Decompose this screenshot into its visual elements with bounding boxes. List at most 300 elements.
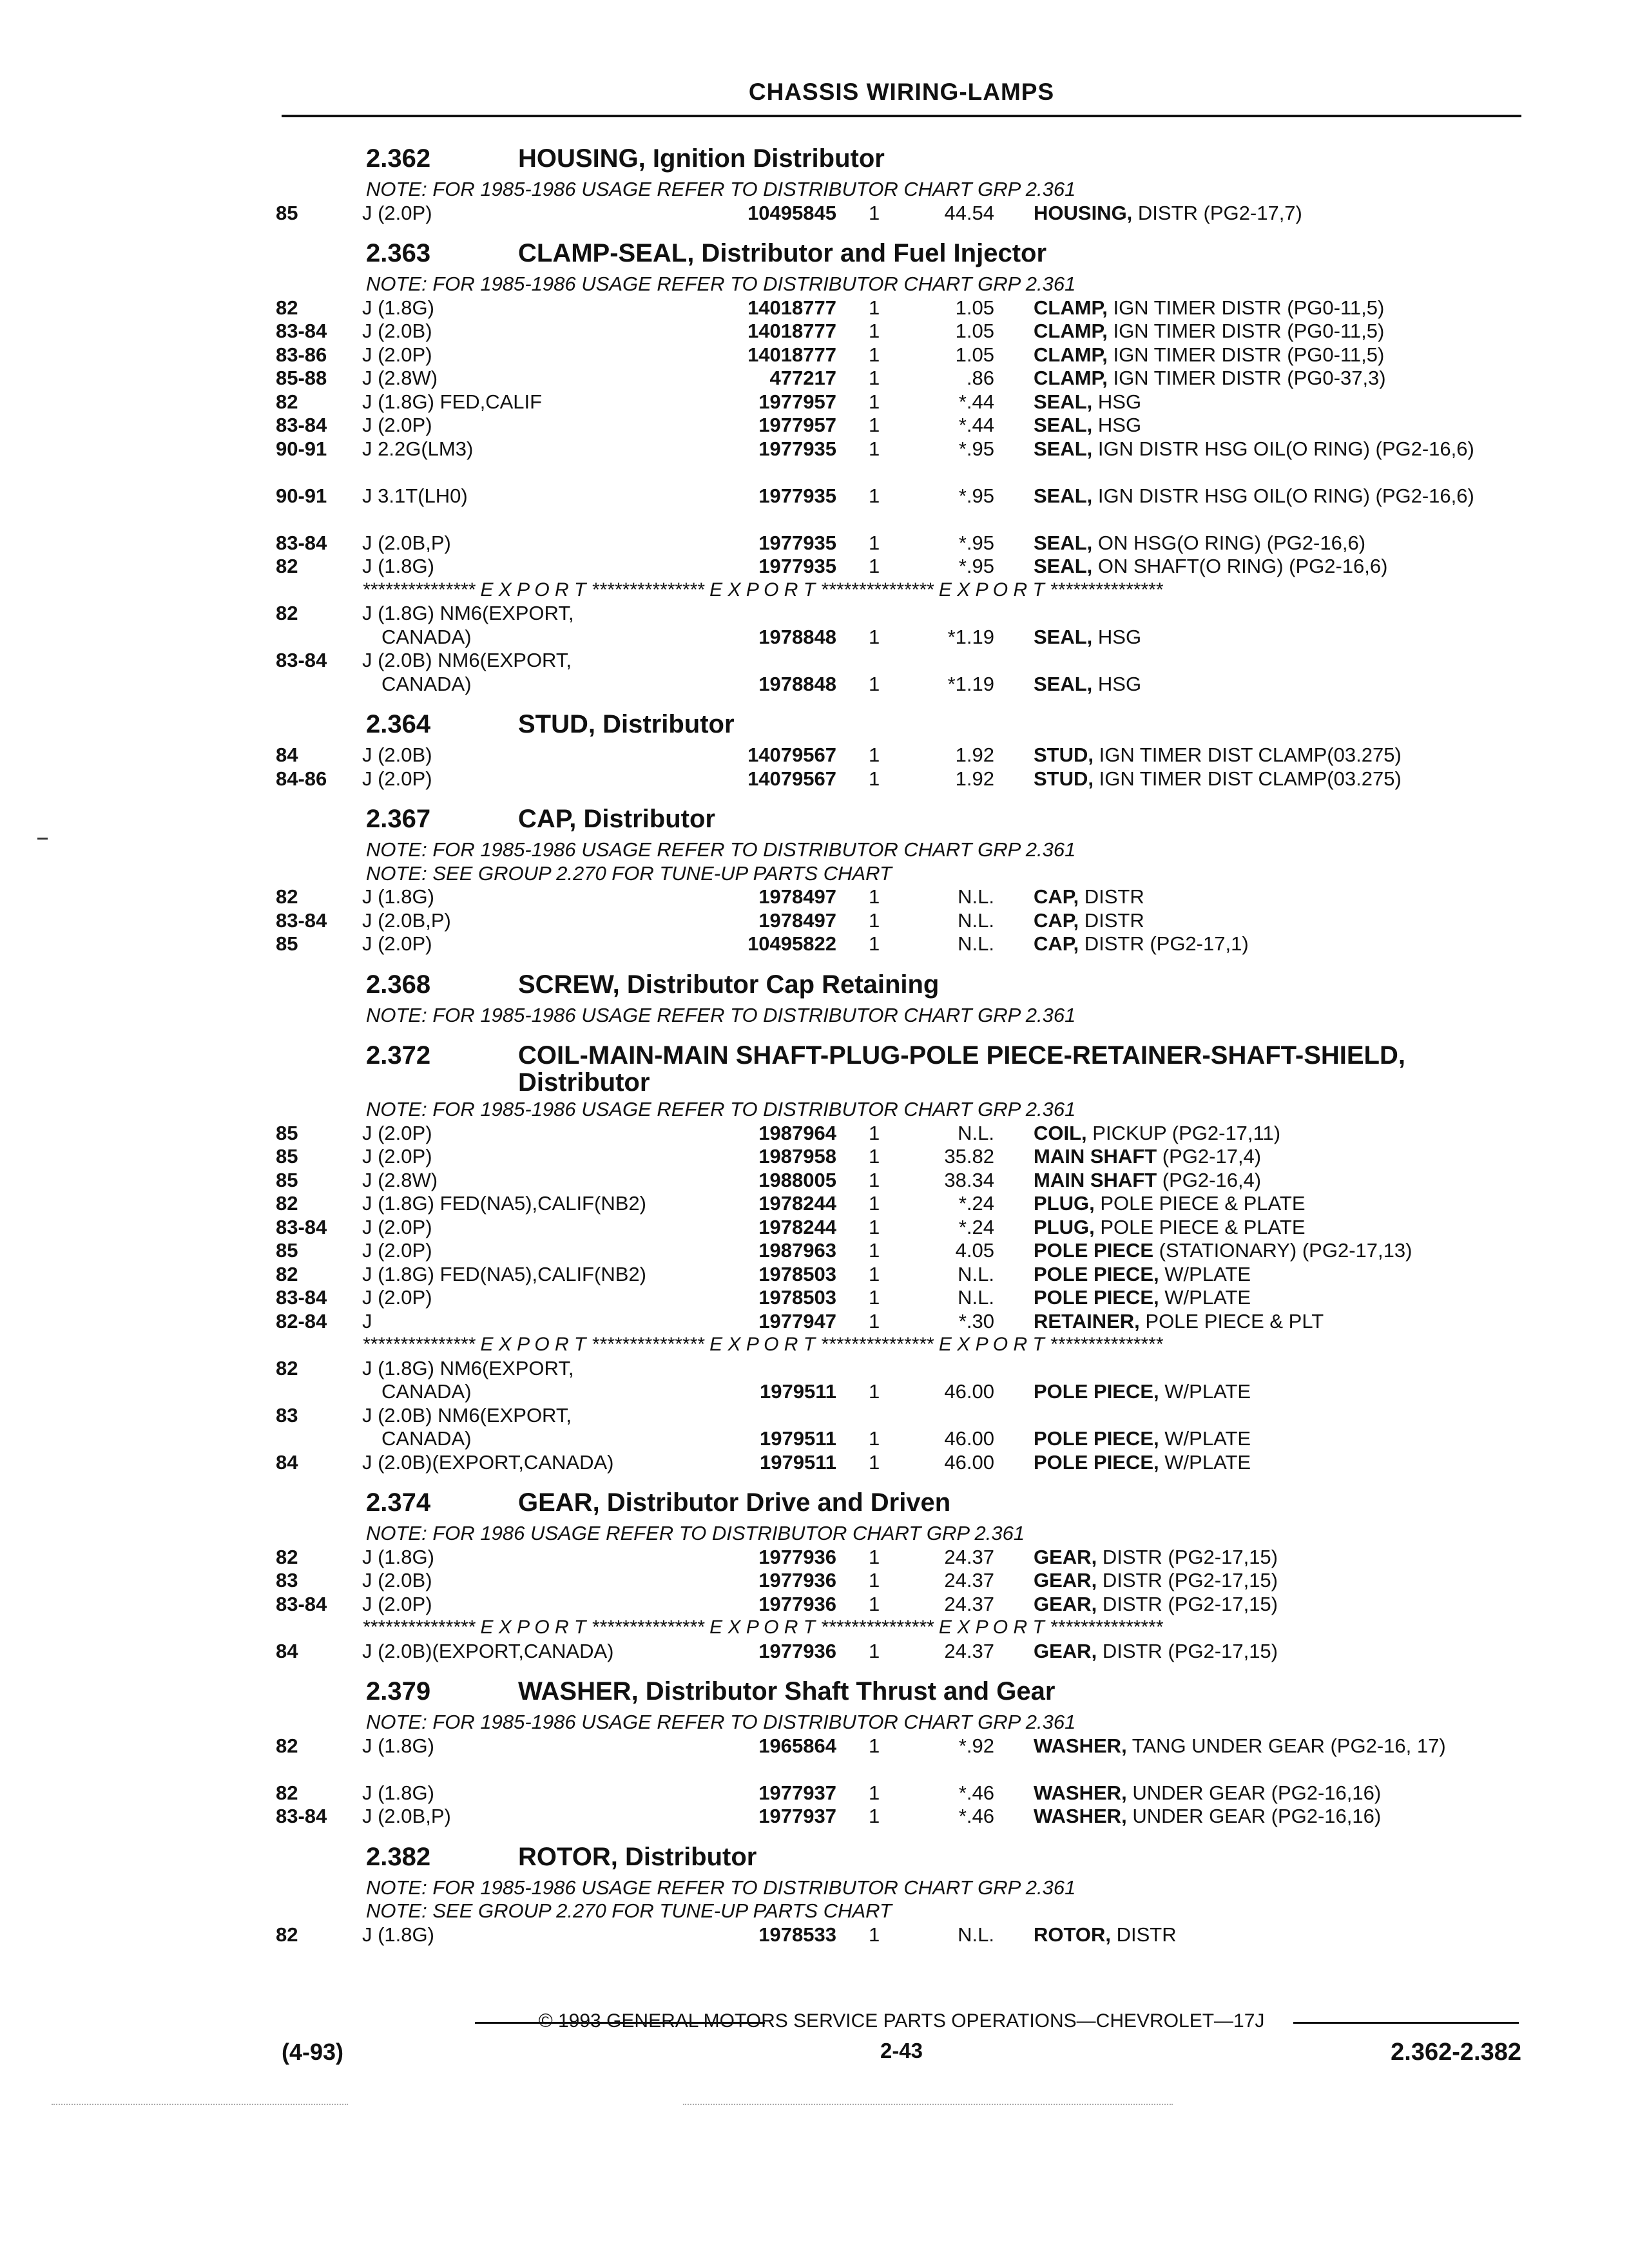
description-detail: IGN TIMER DISTR (PG0-37,3): [1113, 367, 1386, 389]
part-number: 1977937: [758, 1805, 836, 1827]
part-row: [276, 1735, 1519, 1782]
page-header: [282, 79, 1521, 124]
model-year: 85: [276, 1168, 298, 1191]
model-year: 85-88: [276, 367, 327, 389]
model-year: 83: [276, 1403, 298, 1427]
application-line: J (2.0B,P): [362, 531, 451, 554]
model-year: 84: [276, 1639, 298, 1662]
part-number: 477217: [769, 367, 836, 389]
part-row: [276, 1569, 1519, 1593]
price: 24.37: [944, 1569, 994, 1591]
description-detail: IGN TIMER DISTR (PG0-11,5): [1113, 343, 1385, 366]
description-noun: WASHER,: [1034, 1805, 1127, 1827]
part-description: [1034, 1735, 1498, 1758]
price: *1.19: [947, 625, 994, 648]
part-number: 1977937: [758, 1781, 836, 1804]
description-detail: DISTR: [1116, 1923, 1177, 1946]
part-description: [1034, 744, 1498, 767]
part-description: [1034, 1593, 1498, 1617]
group-title: HOUSING, Ignition Distributor: [518, 144, 885, 173]
description-detail: DISTR (PG2-17,15): [1102, 1639, 1278, 1662]
part-number: 1977936: [758, 1592, 836, 1615]
description-detail: HSG: [1097, 672, 1142, 695]
price: N.L.: [958, 932, 994, 955]
quantity: 1: [869, 1592, 880, 1615]
quantity: 1: [869, 908, 880, 932]
part-description: [1034, 555, 1498, 579]
part-number: 1965864: [758, 1734, 836, 1757]
group-heading: [276, 1483, 1519, 1522]
application-line: J (2.0P): [362, 1145, 432, 1168]
part-description: [1034, 1782, 1498, 1805]
group-number: 2.363: [366, 239, 431, 267]
price: 38.34: [944, 1168, 994, 1191]
model-year: 82: [276, 1356, 298, 1379]
description-detail: W/PLATE: [1164, 1427, 1251, 1450]
application-line: J (2.0B,P): [362, 908, 451, 932]
description-detail: TANG UNDER GEAR (PG2-16, 17): [1132, 1734, 1446, 1757]
part-row: [276, 1239, 1519, 1263]
part-row: [276, 367, 1519, 390]
price: 4.05: [955, 1239, 994, 1262]
part-row: [276, 202, 1519, 226]
parts-listing: [276, 130, 1519, 1946]
application-line: J (2.8W): [362, 1168, 438, 1191]
application-line: J (1.8G) FED,CALIF: [362, 390, 543, 413]
quantity: 1: [869, 1781, 880, 1804]
description-detail: POLE PIECE & PLT: [1145, 1309, 1324, 1332]
description-detail: PICKUP (PG2-17,11): [1092, 1121, 1281, 1144]
quantity: 1: [869, 1380, 880, 1403]
group-heading: [276, 234, 1519, 273]
part-row: [276, 744, 1519, 767]
description-detail: DISTR: [1084, 908, 1144, 932]
copyright-line: © 1993 GENERAL MOTORS SERVICE PARTS OPERATIONS—CHEVROLET—17J: [538, 2010, 1265, 2032]
group-heading: [276, 1036, 1519, 1098]
part-number: 1977935: [758, 437, 836, 460]
part-description: [1034, 1192, 1498, 1216]
part-number: 1977936: [758, 1545, 836, 1568]
application-line: J (2.0B): [362, 320, 432, 342]
model-year: 83-84: [276, 1215, 327, 1238]
part-description: [1034, 673, 1498, 697]
description-detail: IGN TIMER DIST CLAMP(03.275): [1099, 767, 1402, 790]
description-detail: ON HSG(O RING) (PG2-16,6): [1097, 531, 1366, 554]
part-row: [276, 1122, 1519, 1146]
part-row: [276, 1451, 1519, 1475]
application-line: J (2.8W): [362, 367, 438, 389]
description-noun: PLUG,: [1034, 1192, 1095, 1215]
part-number: 14079567: [747, 744, 836, 766]
price: *.95: [958, 484, 994, 507]
group-note: NOTE: FOR 1985-1986 USAGE REFER TO DISTRIBUTOR CHART GRP 2.361: [366, 1876, 1076, 1899]
application-line: J (2.0B)(EXPORT,CANADA): [362, 1450, 614, 1474]
description-noun: PLUG,: [1034, 1215, 1095, 1238]
part-number: 1978503: [758, 1286, 836, 1309]
quantity: 1: [869, 1639, 880, 1662]
part-description: [1034, 390, 1498, 414]
quantity: 1: [869, 1168, 880, 1191]
part-row: [276, 1923, 1519, 1947]
description-detail: DISTR (PG2-17,1): [1084, 932, 1249, 955]
description-detail: HSG: [1097, 390, 1142, 413]
description-detail: HSG: [1097, 625, 1142, 648]
group-title: CAP, Distributor: [518, 805, 715, 833]
quantity: 1: [869, 1262, 880, 1285]
group-title: CLAMP-SEAL, Distributor and Fuel Injector: [518, 239, 1047, 267]
part-description: [1034, 1310, 1498, 1334]
model-year: 85: [276, 1239, 298, 1262]
model-year: 85: [276, 1121, 298, 1144]
scan-artifact-rule: [683, 2104, 1173, 2105]
quantity: 1: [869, 1239, 880, 1262]
revision-date: (4-93): [282, 2039, 344, 2065]
part-row: [276, 1404, 1519, 1451]
part-row: [276, 932, 1519, 956]
model-year: 90-91: [276, 484, 327, 507]
part-row: [276, 885, 1519, 909]
description-noun: GEAR,: [1034, 1592, 1097, 1615]
description-detail: POLE PIECE & PLATE: [1100, 1192, 1306, 1215]
description-noun: POLE PIECE,: [1034, 1380, 1159, 1403]
price: N.L.: [958, 1121, 994, 1144]
part-description: [1034, 767, 1498, 791]
model-year: 83-84: [276, 320, 327, 342]
part-description: [1034, 296, 1498, 320]
part-description: [1034, 485, 1498, 508]
group-number: 2.364: [366, 710, 431, 738]
model-year: 83-84: [276, 649, 327, 671]
price: *.46: [958, 1781, 994, 1804]
description-noun: SEAL,: [1034, 390, 1093, 413]
part-description: [1034, 1451, 1498, 1475]
quantity: 1: [869, 1192, 880, 1215]
quantity: 1: [869, 1569, 880, 1591]
part-row: [276, 343, 1519, 367]
model-year: 84: [276, 1450, 298, 1474]
description-noun: COIL,: [1034, 1121, 1087, 1144]
price: 1.92: [955, 767, 994, 790]
description-noun: HOUSING,: [1034, 201, 1133, 224]
part-row: [276, 390, 1519, 414]
quantity: 1: [869, 1215, 880, 1238]
group-title: GEAR, Distributor Drive and Driven: [518, 1488, 951, 1517]
description-noun: POLE PIECE,: [1034, 1450, 1159, 1474]
description-noun: SEAL,: [1034, 625, 1093, 648]
part-description: [1034, 1640, 1498, 1664]
quantity: 1: [869, 296, 880, 319]
group-heading: [276, 800, 1519, 838]
group-number: 2.374: [366, 1488, 431, 1517]
export-divider: *************** E X P O R T *************** E X P O R T *************** E X P O R T ***************: [362, 1617, 1163, 1638]
part-row: [276, 767, 1519, 791]
part-number: 1977957: [758, 414, 836, 436]
price: N.L.: [958, 1262, 994, 1285]
group-number: 2.379: [366, 1677, 431, 1706]
description-detail: W/PLATE: [1164, 1380, 1251, 1403]
group-heading: [276, 965, 1519, 1004]
group-heading: [276, 705, 1519, 744]
part-number: 1979511: [760, 1450, 836, 1474]
model-year: 82: [276, 1734, 298, 1757]
quantity: 1: [869, 885, 880, 908]
application-line: J (2.0P): [362, 1286, 432, 1309]
group-title: ROTOR, Distributor: [518, 1842, 757, 1871]
quantity: 1: [869, 1734, 880, 1757]
description-detail: W/PLATE: [1164, 1286, 1251, 1309]
quantity: 1: [869, 343, 880, 366]
application-line: J (1.8G) FED(NA5),CALIF(NB2): [362, 1192, 646, 1215]
part-description: [1034, 1169, 1498, 1193]
part-number: 1977935: [758, 555, 836, 577]
price: N.L.: [958, 885, 994, 908]
application-line: CANADA): [381, 672, 472, 695]
description-noun: GEAR,: [1034, 1545, 1097, 1568]
part-description: [1034, 1239, 1498, 1263]
group-number: 2.368: [366, 970, 431, 999]
part-number: 14079567: [747, 767, 836, 790]
price: 24.37: [944, 1639, 994, 1662]
price: *.24: [958, 1192, 994, 1215]
quantity: 1: [869, 932, 880, 955]
group-title: STUD, Distributor: [518, 710, 735, 738]
model-year: 85: [276, 201, 298, 224]
price: 1.05: [955, 320, 994, 342]
application-line: J (2.0B) NM6(EXPORT,: [362, 649, 572, 671]
description-detail: DISTR (PG2-17,15): [1102, 1592, 1278, 1615]
part-number: 1987963: [758, 1239, 836, 1262]
price: N.L.: [958, 1923, 994, 1946]
price: *.95: [958, 437, 994, 460]
group-title: SCREW, Distributor Cap Retaining: [518, 970, 940, 999]
description-noun: POLE PIECE,: [1034, 1286, 1159, 1309]
quantity: 1: [869, 1309, 880, 1332]
description-detail: POLE PIECE & PLATE: [1100, 1215, 1306, 1238]
part-row: [276, 1357, 1519, 1404]
quantity: 1: [869, 201, 880, 224]
part-description: [1034, 320, 1498, 343]
application-line: CANADA): [381, 1380, 472, 1403]
group-note: NOTE: FOR 1985-1986 USAGE REFER TO DISTRIBUTOR CHART GRP 2.361: [366, 178, 1076, 200]
part-row: [276, 1593, 1519, 1617]
model-year: 84-86: [276, 767, 327, 790]
description-noun: SEAL,: [1034, 484, 1093, 507]
description-detail: UNDER GEAR (PG2-16,16): [1132, 1781, 1382, 1804]
application-line: J: [362, 1309, 372, 1332]
part-description: [1034, 932, 1498, 956]
description-detail: IGN DISTR HSG OIL(O RING) (PG2-16,6): [1097, 484, 1474, 507]
model-year: 82: [276, 390, 298, 413]
part-description: [1034, 437, 1498, 461]
description-detail: HSG: [1097, 414, 1142, 436]
model-year: 82: [276, 1781, 298, 1804]
model-year: 85: [276, 932, 298, 955]
model-year: 83-84: [276, 1805, 327, 1827]
footer-rule-right: [1293, 2022, 1519, 2024]
group-note: NOTE: FOR 1986 USAGE REFER TO DISTRIBUTOR CHART GRP 2.361: [366, 1522, 1025, 1544]
part-number: 1977947: [758, 1309, 836, 1332]
quantity: 1: [869, 437, 880, 460]
part-description: [1034, 414, 1498, 437]
export-divider: *************** E X P O R T *************** E X P O R T *************** E X P O R T ***************: [362, 579, 1163, 601]
group-note: NOTE: FOR 1985-1986 USAGE REFER TO DISTRIBUTOR CHART GRP 2.361: [366, 273, 1076, 295]
description-detail: IGN TIMER DIST CLAMP(03.275): [1099, 744, 1402, 766]
group-note: NOTE: SEE GROUP 2.270 FOR TUNE-UP PARTS CHART: [366, 861, 892, 885]
application-line: J (2.0P): [362, 1215, 432, 1238]
quantity: 1: [869, 1923, 880, 1946]
application-line: J (1.8G): [362, 1734, 434, 1757]
part-description: [1034, 1145, 1498, 1169]
quantity: 1: [869, 484, 880, 507]
part-number: 1978848: [758, 672, 836, 695]
part-number: 1977936: [758, 1639, 836, 1662]
price: *.44: [958, 414, 994, 436]
price: *.95: [958, 555, 994, 577]
part-description: [1034, 1286, 1498, 1310]
model-year: 82: [276, 555, 298, 577]
description-noun: SEAL,: [1034, 531, 1093, 554]
part-row: [276, 532, 1519, 555]
price: 1.05: [955, 296, 994, 319]
application-line: J (1.8G): [362, 296, 434, 319]
group-title: COIL-MAIN-MAIN SHAFT-PLUG-POLE PIECE-RETAINER-SHAFT-SHIELD, Distributor: [518, 1041, 1405, 1097]
part-number: 1987964: [758, 1121, 836, 1144]
model-year: 83-84: [276, 414, 327, 436]
part-number: 1978503: [758, 1262, 836, 1285]
part-number: 10495822: [747, 932, 836, 955]
part-number: 1988005: [758, 1168, 836, 1191]
price: *.46: [958, 1805, 994, 1827]
description-noun: STUD,: [1034, 767, 1094, 790]
application-line: J (1.8G) NM6(EXPORT,: [362, 1356, 574, 1379]
quantity: 1: [869, 414, 880, 436]
price: *.44: [958, 390, 994, 413]
price: 24.37: [944, 1592, 994, 1615]
part-description: [1034, 1923, 1498, 1947]
application-line: J (1.8G): [362, 555, 434, 577]
part-row: [276, 1263, 1519, 1287]
part-row: [276, 1286, 1519, 1310]
quantity: 1: [869, 1286, 880, 1309]
application-line: J (1.8G): [362, 1545, 434, 1568]
description-noun: SEAL,: [1034, 672, 1093, 695]
model-year: 83-84: [276, 1592, 327, 1615]
price: N.L.: [958, 1286, 994, 1309]
model-year: 84: [276, 744, 298, 766]
part-description: [1034, 1805, 1498, 1829]
page-title: CHASSIS WIRING-LAMPS: [748, 79, 1055, 105]
description-noun: RETAINER,: [1034, 1309, 1140, 1332]
quantity: 1: [869, 531, 880, 554]
part-description: [1034, 1380, 1498, 1404]
group-number: 2.362: [366, 144, 431, 173]
application-line: J 3.1T(LH0): [362, 484, 468, 507]
group-note: NOTE: FOR 1985-1986 USAGE REFER TO DISTRIBUTOR CHART GRP 2.361: [366, 1098, 1076, 1120]
group-title: WASHER, Distributor Shaft Thrust and Gear: [518, 1677, 1055, 1706]
margin-mark: [37, 838, 48, 840]
part-description: [1034, 1546, 1498, 1570]
scan-artifact-rule: [52, 2104, 348, 2105]
header-rule: [282, 115, 1521, 117]
description-detail: (PG2-16,4): [1162, 1168, 1262, 1191]
description-noun: CLAMP,: [1034, 296, 1108, 319]
application-line: J (2.0P): [362, 1592, 432, 1615]
part-row: [276, 602, 1519, 649]
application-line: J (2.0P): [362, 414, 432, 436]
quantity: 1: [869, 367, 880, 389]
part-number: 14018777: [747, 296, 836, 319]
description-noun: STUD,: [1034, 744, 1094, 766]
price: 1.92: [955, 744, 994, 766]
part-description: [1034, 367, 1498, 390]
description-detail: UNDER GEAR (PG2-16,16): [1132, 1805, 1382, 1827]
quantity: 1: [869, 320, 880, 342]
application-line: J (2.0B) NM6(EXPORT,: [362, 1403, 572, 1427]
description-noun: MAIN SHAFT: [1034, 1145, 1157, 1168]
part-description: [1034, 1263, 1498, 1287]
description-detail: DISTR: [1084, 885, 1144, 908]
application-line: J (2.0P): [362, 201, 432, 224]
group-heading: [276, 1838, 1519, 1876]
application-line: J (2.0B): [362, 744, 432, 766]
price: 46.00: [944, 1450, 994, 1474]
model-year: 82: [276, 1262, 298, 1285]
group-heading: [276, 139, 1519, 178]
price: 44.54: [944, 201, 994, 224]
model-year: 83-84: [276, 908, 327, 932]
quantity: 1: [869, 744, 880, 766]
part-row: [276, 555, 1519, 579]
description-detail: DISTR (PG2-17,15): [1102, 1545, 1278, 1568]
page-footer: [282, 2010, 1521, 2075]
description-noun: CLAMP,: [1034, 320, 1108, 342]
description-noun: POLE PIECE,: [1034, 1262, 1159, 1285]
description-detail: DISTR (PG2-17,15): [1102, 1569, 1278, 1591]
group-note: NOTE: FOR 1985-1986 USAGE REFER TO DISTRIBUTOR CHART GRP 2.361: [366, 838, 1076, 861]
part-number: 10495845: [747, 201, 836, 224]
page-number: 2-43: [880, 2039, 923, 2062]
application-line: CANADA): [381, 625, 472, 648]
part-row: [276, 1145, 1519, 1169]
price: 35.82: [944, 1145, 994, 1168]
description-noun: CAP,: [1034, 932, 1079, 955]
model-year: 82: [276, 296, 298, 319]
quantity: 1: [869, 1145, 880, 1168]
quantity: 1: [869, 1450, 880, 1474]
quantity: 1: [869, 555, 880, 577]
description-detail: IGN DISTR HSG OIL(O RING) (PG2-16,6): [1097, 437, 1474, 460]
application-line: J (2.0B)(EXPORT,CANADA): [362, 1639, 614, 1662]
description-noun: SEAL,: [1034, 414, 1093, 436]
model-year: 82: [276, 885, 298, 908]
part-number: 1978244: [758, 1192, 836, 1215]
application-line: J (2.0P): [362, 767, 432, 790]
part-number: 1979511: [760, 1380, 836, 1403]
part-row: [276, 437, 1519, 485]
part-row: [276, 296, 1519, 320]
price: 46.00: [944, 1427, 994, 1450]
description-noun: GEAR,: [1034, 1639, 1097, 1662]
part-row: [276, 1310, 1519, 1334]
price: 1.05: [955, 343, 994, 366]
quantity: 1: [869, 672, 880, 695]
description-noun: POLE PIECE,: [1034, 1427, 1159, 1450]
part-number: 1979511: [760, 1427, 836, 1450]
description-detail: (STATIONARY) (PG2-17,13): [1159, 1239, 1412, 1262]
part-row: [276, 1192, 1519, 1216]
price: .86: [966, 367, 994, 389]
model-year: 83: [276, 1569, 298, 1591]
